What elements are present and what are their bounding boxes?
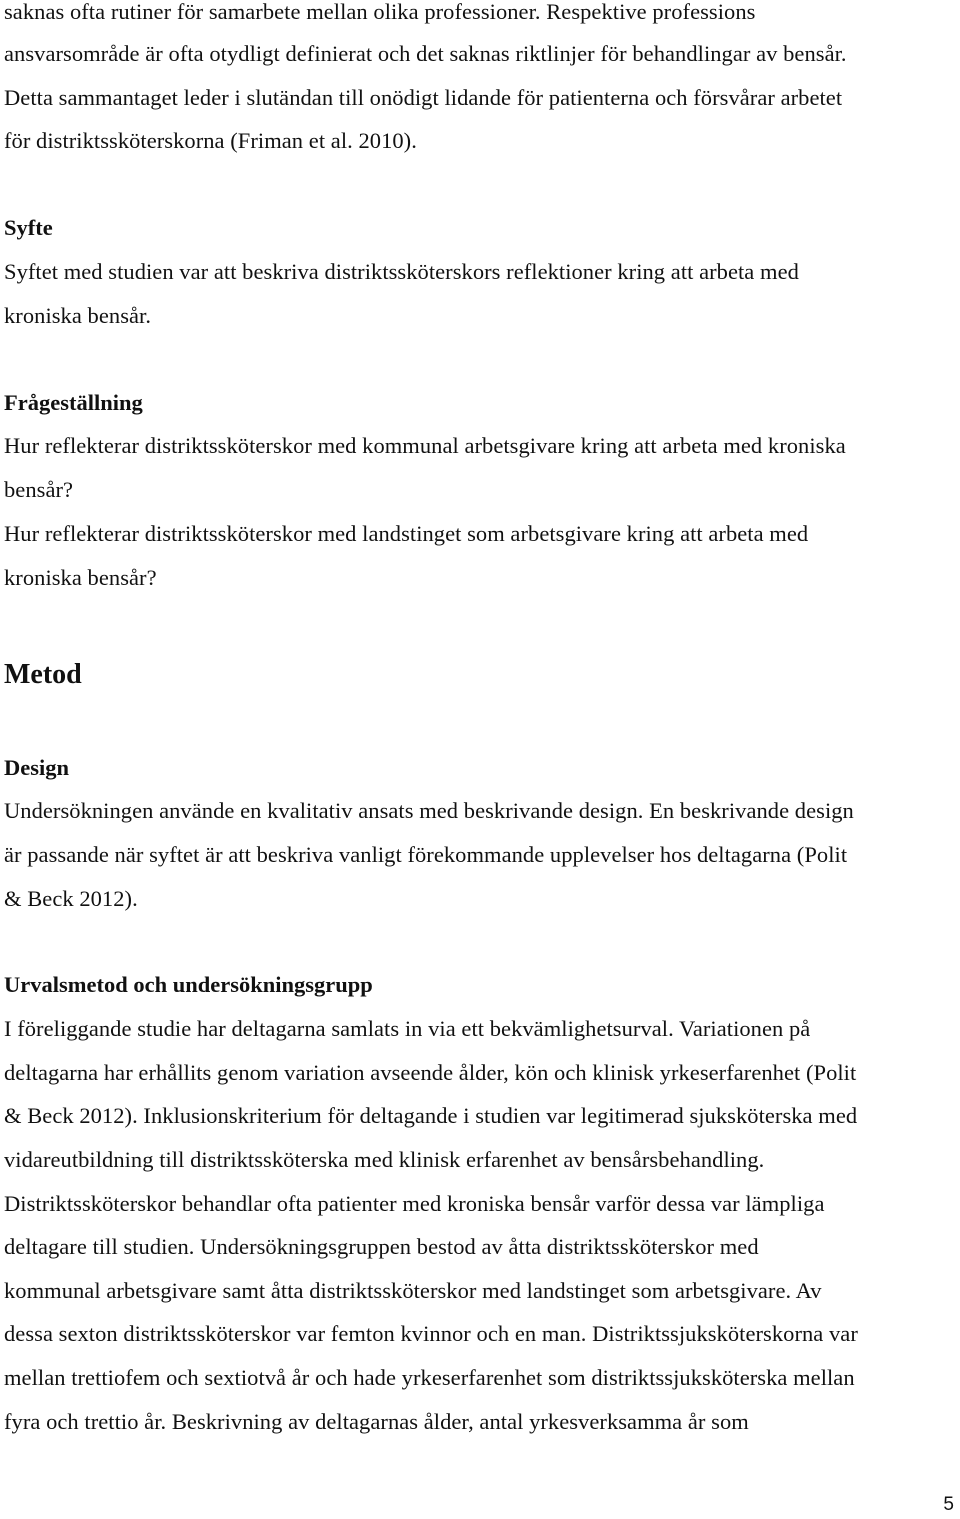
section-heading-metod: Metod: [4, 659, 82, 690]
text-line: bensår?: [4, 477, 74, 502]
text-line: mellan trettiofem och sextiotvå år och hade yrkeserfarenhet som distriktssjuksköterska mellan: [4, 1365, 855, 1390]
page-number: 5: [943, 1494, 954, 1515]
text-line: & Beck 2012). Inklusionskriterium för deltagande i studien var legitimerad sjuksköterska med: [4, 1103, 858, 1128]
text-line: & Beck 2012).: [4, 886, 138, 911]
text-line: är passande när syftet är att beskriva vanligt förekommande upplevelser hos deltagarna (Polit: [4, 842, 848, 867]
text-line: Hur reflekterar distriktssköterskor med landstinget som arbetsgivare kring att arbeta med: [4, 521, 809, 546]
section-heading-design: Design: [4, 755, 70, 780]
text-line: Undersökningen använde en kvalitativ ansats med beskrivande design. En beskrivande design: [4, 798, 854, 823]
text-line: fyra och trettio år. Beskrivning av deltagarnas ålder, antal yrkesverksamma år som: [4, 1409, 749, 1434]
section-heading-syfte: Syfte: [4, 215, 53, 240]
text-line: Hur reflekterar distriktssköterskor med kommunal arbetsgivare kring att arbeta med kroniska: [4, 433, 846, 458]
text-line: Detta sammantaget leder i slutändan till onödigt lidande för patienterna och försvårar arbetet: [4, 85, 843, 110]
text-line: kroniska bensår.: [4, 303, 152, 328]
text-line: Distriktssköterskor behandlar ofta patienter med kroniska bensår varför dessa var lämpliga: [4, 1191, 825, 1216]
text-line: kommunal arbetsgivare samt åtta distriktssköterskor med landstinget som arbetsgivare. Av: [4, 1278, 822, 1303]
text-line: för distriktssköterskorna (Friman et al. 2010).: [4, 128, 417, 153]
text-line: kroniska bensår?: [4, 565, 157, 590]
text-line: dessa sexton distriktssköterskor var femton kvinnor och en man. Distriktssjuksköterskorna var: [4, 1321, 858, 1346]
text-line: saknas ofta rutiner för samarbete mellan olika professioner. Respektive professions: [4, 0, 756, 24]
text-line: vidareutbildning till distriktssköterska med klinisk erfarenhet av bensårsbehandling.: [4, 1147, 765, 1172]
text-line: ansvarsområde är ofta otydligt definierat och det saknas riktlinjer för behandlingar av bensår.: [4, 41, 847, 66]
text-line: deltagarna har erhållits genom variation avseende ålder, kön och klinisk yrkeserfarenhet (Polit: [4, 1060, 857, 1085]
text-line: deltagare till studien. Undersökningsgruppen bestod av åtta distriktssköterskor med: [4, 1234, 759, 1259]
section-heading-fragestallning: Frågeställning: [4, 390, 143, 415]
section-heading-urval: Urvalsmetod och undersökningsgrupp: [4, 972, 373, 997]
text-line: Syftet med studien var att beskriva distriktssköterskors reflektioner kring att arbeta med: [4, 259, 799, 284]
text-line: I föreliggande studie har deltagarna samlats in via ett bekvämlighetsurval. Variationen på: [4, 1016, 811, 1041]
